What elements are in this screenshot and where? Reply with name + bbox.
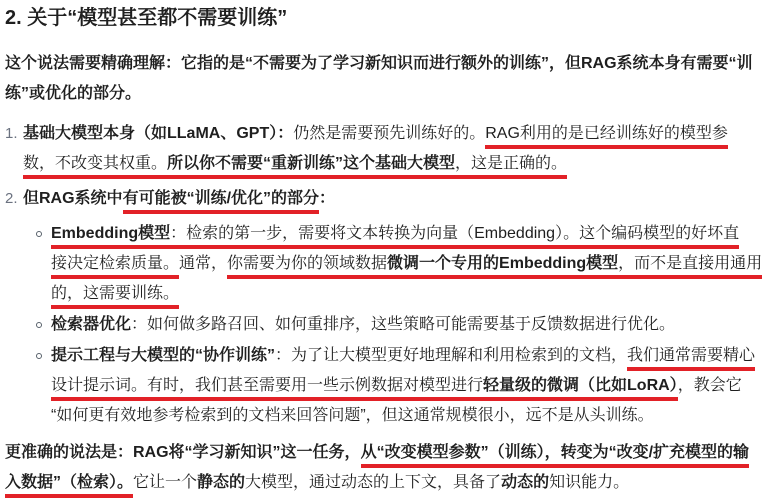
ordered-list-item [5, 119, 769, 179]
text-line [5, 79, 769, 109]
text-line [23, 149, 769, 179]
text-line [5, 438, 769, 468]
underlined-segment: 接决定检索质量。 [51, 255, 179, 279]
underlined-segment: 所以你不需要“重新训练”这个基础大模型 [167, 155, 455, 179]
underlined-segment: 有可能被“训练/优化”的部分 [123, 190, 319, 214]
text-segment: 检索器优化 [51, 316, 132, 333]
text-segment: ，教会它 [677, 377, 742, 394]
bullet-list-item [36, 341, 769, 431]
paragraph [5, 438, 769, 498]
text-line [51, 279, 769, 309]
text-segment: 大模型，通过动态的上下文，具备了 [245, 474, 502, 491]
underlined-segment: 我们通常需要精心 [627, 347, 755, 371]
document-content [5, 49, 769, 498]
circle-bullet-icon [36, 353, 42, 359]
text-segment: 但RAG系统中 [23, 190, 123, 207]
text-segment: 它让一个 [133, 474, 198, 491]
text-segment: ：如何做多路召回、如何重排序，这些策略可能需要基于反馈数据进行优化。 [131, 316, 676, 333]
text-line [51, 249, 769, 279]
text-line [51, 310, 769, 340]
ordered-list-item [5, 184, 769, 214]
underlined-segment: ，这是正确的。 [455, 155, 567, 179]
underlined-segment: 数，不改变其权重。 [23, 155, 167, 179]
underlined-segment: 轻量级的微调（比如LoRA） [483, 377, 678, 401]
text-segment: 更准确的说法是：RAG将“学习新知识”这一任务， [5, 444, 361, 461]
underlined-segment: RAG利用的是已经训练好的模型参 [485, 125, 728, 149]
list-item-text [51, 341, 769, 431]
text-segment: 通常， [179, 255, 228, 272]
page-title: 2. 关于“模型甚至都不需要训练” [5, 7, 288, 29]
underlined-segment: ，而不是直接用通用 [618, 255, 762, 279]
text-line [23, 119, 769, 149]
circle-bullet-icon [36, 322, 42, 328]
list-number: 2. [5, 190, 18, 207]
text-line [51, 219, 769, 249]
text-line [23, 184, 769, 214]
list-item-text [51, 310, 769, 340]
text-segment: 基础大模型本身（如LLaMA、GPT）： [23, 125, 294, 142]
text-line [5, 49, 769, 79]
text-segment: 静态的 [197, 474, 246, 491]
underlined-segment: 微调一个专用的Embedding模型 [387, 255, 618, 279]
text-segment: 知识能力。 [549, 474, 630, 491]
text-line [5, 468, 769, 498]
text-line [51, 341, 769, 371]
underlined-segment: Embedding模型 [51, 225, 170, 249]
text-segment: 这个说法需要精确理解：它指的是“不需要为了学习新知识而进行额外的训练”，但RAG系统本身有需要“训 [5, 55, 753, 72]
text-segment: ： [319, 190, 336, 207]
text-segment: 仍然是需要预先训练好的。 [293, 125, 486, 142]
text-line [51, 371, 769, 401]
text-segment: 练”或优化的部分。 [5, 85, 142, 102]
text-segment: 提示工程与大模型的“协作训练” [51, 347, 276, 364]
bullet-list-item [36, 219, 769, 309]
underlined-segment: 设计提示词。有时，我们甚至需要用一些示例数据对模型进行 [51, 377, 483, 401]
underlined-segment: 入数据”（检索）。 [5, 474, 133, 498]
underlined-segment: 从“改变模型参数”（训练），转变为“改变/扩充模型的输 [361, 444, 749, 468]
text-segment: ：为了让大模型更好地理解和利用检索到的文档， [275, 347, 628, 364]
circle-bullet-icon [36, 231, 42, 237]
text-segment: 动态的 [501, 474, 550, 491]
list-number: 1. [5, 125, 18, 142]
text-segment: “如何更有效地参考检索到的文档来回答问题”，但这通常规模很小，远不是从头训练。 [51, 407, 654, 424]
paragraph [5, 49, 769, 109]
list-item-text [51, 219, 769, 309]
underlined-segment: 的，这需要训练。 [51, 285, 179, 309]
bullet-list-item [36, 310, 769, 340]
list-item-text [23, 119, 769, 179]
text-line [51, 401, 769, 431]
underlined-segment: 你需要为你的领域数据 [227, 255, 387, 279]
underlined-segment: ：检索的第一步，需要将文本转换为向量（Embedding）。这个编码模型的好坏直 [170, 225, 739, 249]
list-item-text [23, 184, 769, 214]
